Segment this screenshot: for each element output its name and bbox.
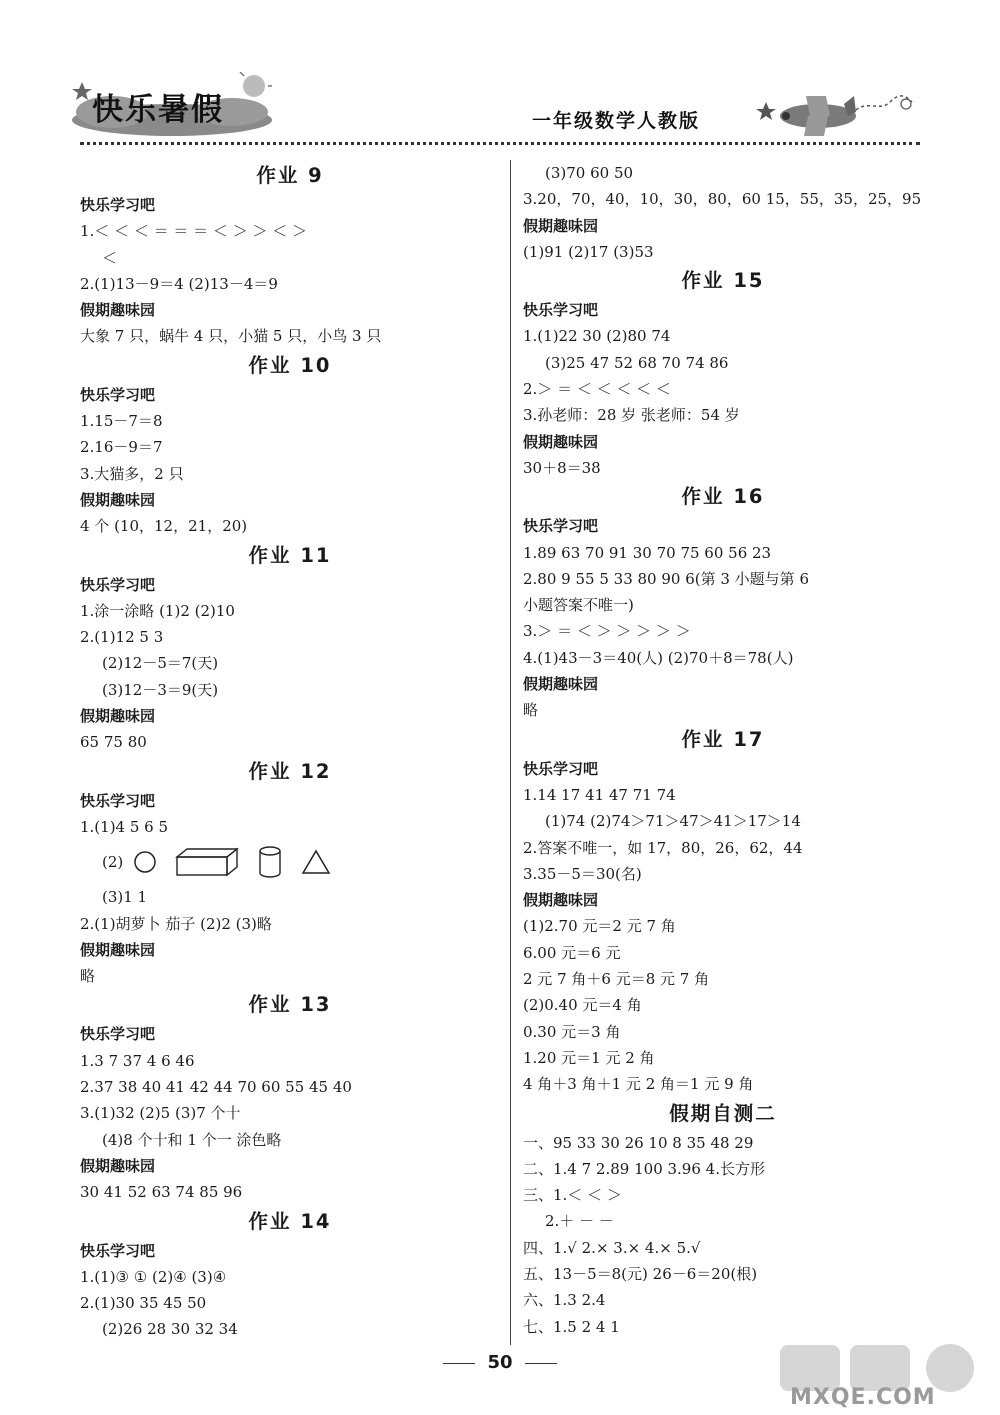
answer-line: 2.＞ ＝ ＜ ＜ ＜ ＜ ＜ xyxy=(523,380,671,399)
subsection-heading: 快乐学习吧 xyxy=(523,517,599,536)
page-dash-right xyxy=(525,1363,557,1364)
answer-line: 30 41 52 63 74 85 96 xyxy=(80,1183,243,1202)
column-divider xyxy=(510,160,511,1345)
section-title: 作业 16 xyxy=(681,485,765,509)
subtitle: 一年级数学人教版 xyxy=(532,110,701,132)
subsection-heading: 快乐学习吧 xyxy=(80,196,156,214)
answer-line: 2.答案不唯一，如 17，80，26，62，44 xyxy=(523,838,803,857)
answer-line-indented: (2)12－5＝7(天) xyxy=(102,654,219,673)
subsection-heading: 假期趣味园 xyxy=(523,216,599,235)
answer-line: 六、1.3 2.4 xyxy=(523,1291,606,1310)
answer-line: 1.(1)22 30 (2)80 74 xyxy=(523,327,671,346)
subsection-heading: 假期趣味园 xyxy=(80,490,156,509)
shapes-label: (2) xyxy=(102,853,124,872)
answer-line: 3.＞ ＝ ＜ ＞ ＞ ＞ ＞ ＞ xyxy=(523,622,691,641)
answer-line: 4 角＋3 角＋1 元 2 角＝1 元 9 角 xyxy=(523,1075,754,1094)
answer-line: 3.孙老师：28 岁 张老师：54 岁 xyxy=(523,406,740,425)
subsection-heading: 快乐学习吧 xyxy=(523,301,599,320)
page-dash-left xyxy=(443,1363,475,1364)
answer-line: 五、13－5＝8(元) 26－6＝20(根) xyxy=(523,1264,758,1283)
answer-line: 略 xyxy=(523,701,539,720)
page-header xyxy=(0,0,1000,150)
answer-line: 2.(1)胡萝卜 茄子 (2)2 (3)略 xyxy=(80,914,272,933)
right-column xyxy=(523,160,923,1340)
answer-line: 6.00 元＝6 元 xyxy=(523,943,621,962)
answer-line: 0.30 元＝3 角 xyxy=(523,1022,621,1041)
airplane-icon xyxy=(756,82,916,138)
answer-line: 3.35－5＝30(名) xyxy=(523,864,642,883)
subsection-heading: 快乐学习吧 xyxy=(80,385,156,404)
answer-line: 30＋8＝38 xyxy=(523,458,601,477)
subsection-heading: 快乐学习吧 xyxy=(80,1241,156,1260)
subsection-heading: 假期趣味园 xyxy=(80,1156,156,1175)
answer-line: 1.89 63 70 91 30 70 75 60 56 23 xyxy=(523,543,772,562)
answer-line: 大象 7 只，蜗牛 4 只，小猫 5 只，小鸟 3 只 xyxy=(80,327,382,346)
answer-line: 3.20，70，40，10，30，80，60 15，55，35，25，95 xyxy=(523,190,922,209)
answer-line-indented: (1)74 (2)74＞71＞47＞41＞17＞14 xyxy=(545,812,801,831)
subsection-heading: 快乐学习吧 xyxy=(80,1025,156,1044)
answer-line-indented: (3)25 47 52 68 70 74 86 xyxy=(545,353,729,372)
answer-line: 1.20 元＝1 元 2 角 xyxy=(523,1048,655,1067)
section-title: 作业 17 xyxy=(681,727,765,751)
page-number-text: 50 xyxy=(487,1352,513,1373)
subsection-heading: 假期趣味园 xyxy=(523,675,599,694)
answer-line-indented: (3)70 60 50 xyxy=(545,164,634,182)
answer-line: 2.(1)12 5 3 xyxy=(80,628,164,647)
answer-line: 2.37 38 40 41 42 44 70 60 55 45 40 xyxy=(80,1078,352,1097)
answer-line: 1.(1)③ ① (2)④ (3)④ xyxy=(80,1267,227,1286)
subsection-heading: 假期趣味园 xyxy=(523,891,599,910)
subsection-heading: 假期趣味园 xyxy=(80,301,156,320)
answer-line: 1.15－7＝8 xyxy=(80,412,163,431)
logo-title: 快乐暑假 xyxy=(92,92,224,128)
answer-line: (1)91 (2)17 (3)53 xyxy=(523,242,654,261)
answer-line: 三、1.＜ ＜ ＞ xyxy=(523,1186,622,1205)
answer-line: 4.(1)43－3＝40(人) (2)70＋8＝78(人) xyxy=(523,648,794,667)
subsection-heading: 快乐学习吧 xyxy=(80,575,156,594)
answer-line: 3.(1)32 (2)5 (3)7 个十 xyxy=(80,1104,241,1123)
answer-line-indented: (3)12－3＝9(天) xyxy=(102,680,219,699)
section-title: 作业 11 xyxy=(248,543,332,567)
answer-line-indented: (3)1 1 xyxy=(102,888,148,907)
section-title: 作业 9 xyxy=(256,164,324,187)
answer-line-indented: 2.＋ － － xyxy=(545,1212,614,1231)
answer-line: 1.涂一涂略 (1)2 (2)10 xyxy=(80,601,235,620)
answer-line: 1.(1)4 5 6 5 xyxy=(80,817,169,836)
answer-line: (2)0.40 元＝4 角 xyxy=(523,996,642,1015)
cuboid-shape-icon xyxy=(175,847,239,877)
answer-line: 2 元 7 角＋6 元＝8 元 7 角 xyxy=(523,970,710,989)
answer-line: 一、95 33 30 26 10 8 35 48 29 xyxy=(523,1133,754,1152)
cylinder-shape-icon xyxy=(257,845,283,879)
triangle-shape-icon xyxy=(301,849,331,875)
answer-line: 65 75 80 xyxy=(80,733,147,752)
section-title: 作业 10 xyxy=(248,353,332,377)
left-column xyxy=(80,160,500,1343)
answer-line: 2.80 9 55 5 33 80 90 6(第 3 小题与第 6 xyxy=(523,569,809,588)
answer-line-indented: ＜ xyxy=(102,248,118,267)
answer-line: 3.大猫多，2 只 xyxy=(80,464,184,483)
answer-line: 2.(1)30 35 45 50 xyxy=(80,1294,207,1313)
answer-line: 七、1.5 2 4 1 xyxy=(523,1317,620,1336)
subsection-heading: 快乐学习吧 xyxy=(80,791,156,810)
answer-line: 小题答案不唯一) xyxy=(523,596,634,615)
subsection-heading: 假期趣味园 xyxy=(80,940,156,959)
answer-line: 略 xyxy=(80,967,96,986)
answer-line: 四、1.√ 2.× 3.× 4.× 5.√ xyxy=(523,1238,701,1257)
section-title: 假期自测二 xyxy=(669,1101,777,1125)
answer-line: 2.16－9＝7 xyxy=(80,438,163,457)
answer-line: 二、1.4 7 2.89 100 3.96 4.长方形 xyxy=(523,1159,765,1178)
watermark-url: MXQE.COM xyxy=(790,1385,936,1410)
circle-shape-icon xyxy=(133,850,157,874)
answer-line: 4 个 (10，12，21，20) xyxy=(80,517,248,536)
answer-line: 1.14 17 41 47 71 74 xyxy=(523,785,676,804)
answer-line: 1.3 7 37 4 6 46 xyxy=(80,1051,195,1070)
header-divider xyxy=(80,142,920,145)
answer-line-indented: (4)8 个十和 1 个一 涂色略 xyxy=(102,1130,282,1149)
answer-line: (1)2.70 元＝2 元 7 角 xyxy=(523,917,676,936)
subsection-heading: 快乐学习吧 xyxy=(523,759,599,778)
answer-line: 2.(1)13－9＝4 (2)13－4＝9 xyxy=(80,274,278,293)
section-title: 作业 15 xyxy=(681,269,765,293)
section-title: 作业 13 xyxy=(248,993,332,1017)
subsection-heading: 假期趣味园 xyxy=(523,432,599,451)
answer-line-indented: (2)26 28 30 32 34 xyxy=(102,1320,238,1339)
answer-line: 1.＜ ＜ ＜ ＝ ＝ ＝ ＜ ＞ ＞ ＜ ＞ xyxy=(80,222,307,241)
subsection-heading: 假期趣味园 xyxy=(80,707,156,726)
section-title: 作业 14 xyxy=(248,1209,332,1233)
section-title: 作业 12 xyxy=(248,759,332,783)
shapes-row xyxy=(80,840,500,884)
